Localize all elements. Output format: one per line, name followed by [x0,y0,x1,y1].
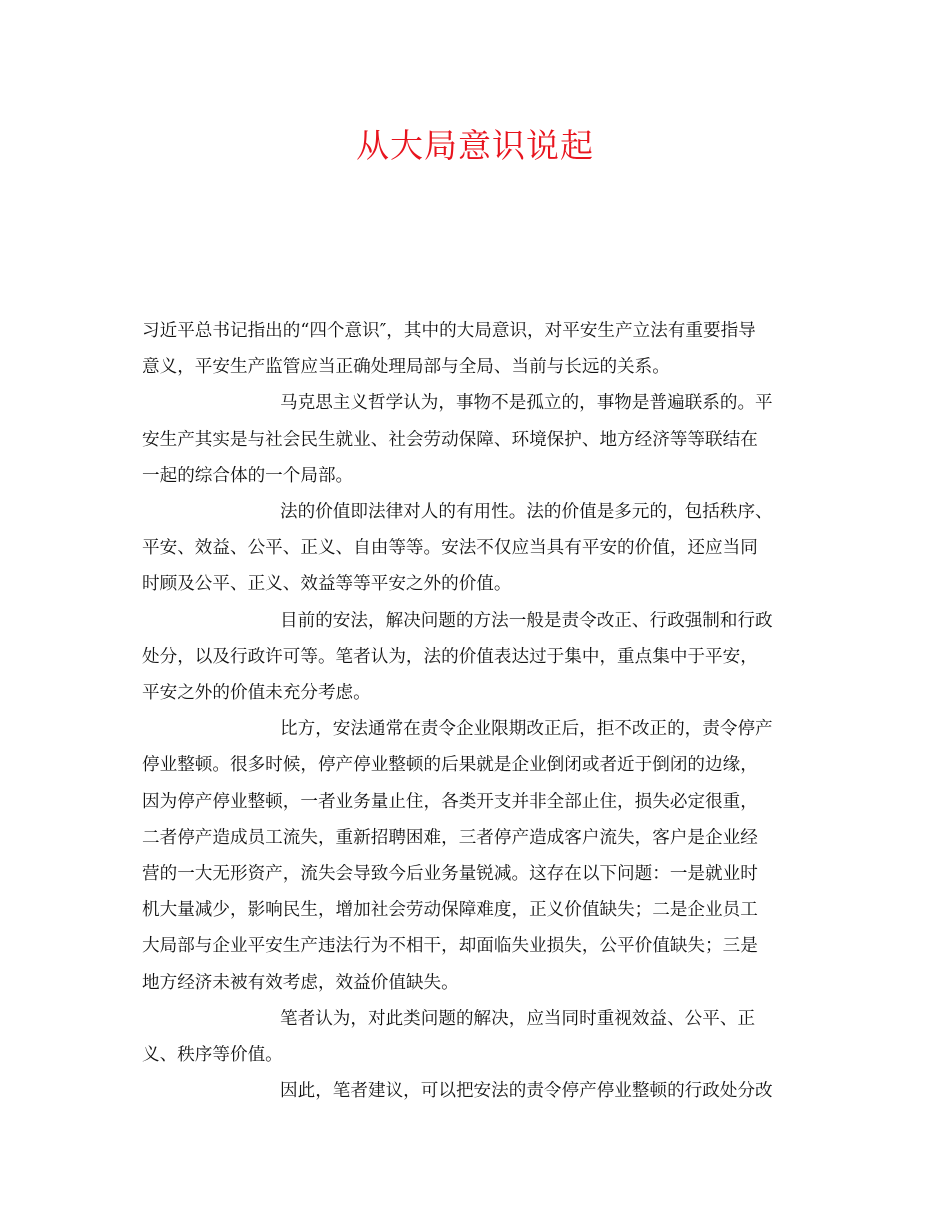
paragraph [142,313,808,385]
paragraph-line: 大局部与企业平安生产违法行为不相干，却面临失业损失，公平价值缺失；三是 [142,936,758,957]
paragraph [142,1001,808,1073]
paragraph-line: 法的价值即法律对人的有用性。法的价值是多元的，包括秩序、 [280,502,773,523]
paragraph-line: 地方经济未被有效考虑，效益价值缺失。 [142,972,459,993]
paragraph-line: 目前的安法，解决问题的方法一般是责令改正、行政强制和行政 [280,610,773,631]
paragraph [142,603,808,712]
paragraph-line: 机大量减少，影响民生，增加社会劳动保障难度，正义价值缺失；二是企业员工 [142,900,758,921]
paragraph-line: 一起的综合体的一个局部。 [142,465,354,486]
paragraph-line: 二者停产造成员工流失，重新招聘困难，三者停产造成客户流失，客户是企业经 [142,827,758,848]
paragraph-line: 马克思主义哲学认为，事物不是孤立的，事物是普遍联系的。平 [280,393,773,414]
paragraph-line: 笔者认为，对此类问题的解决，应当同时重视效益、公平、正 [280,1008,756,1029]
paragraph-line: 停业整顿。很多时候，停产停业整顿的后果就是企业倒闭或者近于倒闭的边缘， [142,755,758,776]
paragraph-line: 意义，平安生产监管应当正确处理局部与全局、当前与长远的关系。 [142,357,670,378]
paragraph [142,711,808,1001]
paragraph-line: 安生产其实是与社会民生就业、社会劳动保障、环境保护、地方经济等等联结在 [142,429,758,450]
paragraph [142,385,808,494]
paragraph [142,494,808,603]
paragraph-line: 因为停产停业整顿，一者业务量止住，各类开支并非全部止住，损失必定很重， [142,791,758,812]
paragraph-line: 处分，以及行政许可等。笔者认为，法的价值表达过于集中，重点集中于平安， [142,646,758,667]
document-title: 从大局意识说起 [356,126,594,165]
paragraph-line: 因此，笔者建议，可以把安法的责令停产停业整顿的行政处分改 [280,1081,773,1102]
document-body [142,313,808,1109]
paragraph-line: 平安之外的价值未充分考虑。 [142,683,371,704]
paragraph-line: 习近平总书记指出的“四个意识″，其中的大局意识，对平安生产立法有重要指导 [142,321,756,341]
paragraph-line: 平安、效益、公平、正义、自由等等。安法不仅应当具有平安的价值，还应当同 [142,538,758,559]
paragraph [142,1073,808,1109]
paragraph-line: 比方，安法通常在责令企业限期改正后，拒不改正的，责令停产 [280,719,773,740]
paragraph-line: 营的一大无形资产，流失会导致今后业务量锐减。这存在以下问题：一是就业时 [142,864,758,885]
paragraph-line: 义、秩序等价值。 [142,1045,283,1066]
paragraph-line: 时顾及公平、正义、效益等等平安之外的价值。 [142,574,512,595]
